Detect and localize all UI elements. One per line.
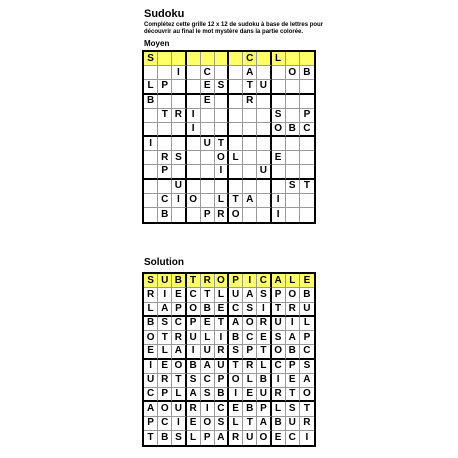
puzzle-cell[interactable] — [229, 137, 243, 151]
puzzle-cell: P — [158, 165, 172, 179]
puzzle-cell[interactable] — [172, 95, 186, 109]
solution-cell: O — [144, 331, 158, 345]
puzzle-cell: O — [272, 123, 286, 137]
solution-cell: R — [172, 331, 186, 345]
puzzle-cell[interactable] — [144, 208, 158, 222]
solution-cell: B — [215, 388, 229, 402]
solution-cell: U — [187, 331, 201, 345]
solution-cell: B — [286, 345, 300, 359]
solution-cell: L — [286, 274, 300, 288]
solution-cell: A — [172, 345, 186, 359]
solution-cell: O — [229, 374, 243, 388]
solution-cell: C — [286, 431, 300, 445]
solution-cell: S — [243, 303, 257, 317]
puzzle-cell[interactable] — [300, 80, 314, 94]
solution-cell: S — [215, 417, 229, 431]
difficulty-label: Moyen — [144, 39, 170, 48]
puzzle-cell[interactable] — [286, 208, 300, 222]
puzzle-cell: S — [144, 52, 158, 66]
puzzle-cell: C — [201, 66, 215, 80]
puzzle-cell: T — [300, 180, 314, 194]
solution-cell: L — [272, 402, 286, 416]
puzzle-cell[interactable] — [229, 52, 243, 66]
solution-cell: I — [187, 345, 201, 359]
solution-cell: T — [172, 374, 186, 388]
page-title: Sudoku — [144, 8, 185, 20]
solution-cell: R — [286, 303, 300, 317]
puzzle-cell: S — [215, 80, 229, 94]
solution-cell: S — [229, 345, 243, 359]
puzzle-cell[interactable] — [215, 123, 229, 137]
solution-cell: B — [300, 288, 314, 302]
solution-cell: C — [158, 417, 172, 431]
solution-cell: A — [257, 417, 271, 431]
solution-cell: E — [215, 303, 229, 317]
puzzle-cell: R — [243, 95, 257, 109]
solution-cell: C — [215, 402, 229, 416]
puzzle-cell[interactable] — [243, 180, 257, 194]
puzzle-cell[interactable] — [187, 208, 201, 222]
puzzle-cell[interactable] — [257, 137, 271, 151]
solution-cell: P — [300, 331, 314, 345]
solution-cell: S — [158, 317, 172, 331]
solution-cell: U — [172, 402, 186, 416]
puzzle-cell[interactable] — [257, 180, 271, 194]
puzzle-cell[interactable] — [158, 123, 172, 137]
puzzle-cell[interactable] — [257, 123, 271, 137]
puzzle-cell: A — [243, 66, 257, 80]
solution-cell: C — [257, 274, 271, 288]
puzzle-cell[interactable] — [272, 80, 286, 94]
puzzle-cell: P — [158, 80, 172, 94]
puzzle-cell[interactable] — [172, 80, 186, 94]
puzzle-cell[interactable] — [201, 52, 215, 66]
puzzle-cell: L — [144, 80, 158, 94]
puzzle-cell: O — [215, 151, 229, 165]
solution-cell: P — [243, 345, 257, 359]
puzzle-cell[interactable] — [300, 194, 314, 208]
puzzle-cell[interactable] — [243, 137, 257, 151]
puzzle-cell[interactable] — [187, 151, 201, 165]
solution-cell: E — [144, 345, 158, 359]
puzzle-cell[interactable] — [187, 95, 201, 109]
puzzle-cell: I — [172, 194, 186, 208]
solution-cell: U — [272, 317, 286, 331]
puzzle-cell: C — [300, 123, 314, 137]
solution-cell: I — [243, 274, 257, 288]
solution-cell: P — [187, 317, 201, 331]
puzzle-cell: R — [215, 208, 229, 222]
solution-cell: L — [243, 374, 257, 388]
puzzle-cell[interactable] — [286, 95, 300, 109]
solution-cell: I — [286, 317, 300, 331]
puzzle-cell[interactable] — [286, 137, 300, 151]
solution-cell: R — [257, 317, 271, 331]
solution-cell: B — [229, 331, 243, 345]
solution-cell: E — [172, 288, 186, 302]
puzzle-cell[interactable] — [272, 180, 286, 194]
solution-cell: B — [158, 431, 172, 445]
puzzle-cell[interactable] — [300, 137, 314, 151]
solution-cell: T — [300, 402, 314, 416]
puzzle-cell: T — [158, 109, 172, 123]
solution-cell: T — [187, 274, 201, 288]
puzzle-cell[interactable] — [158, 137, 172, 151]
solution-cell: I — [257, 303, 271, 317]
solution-cell: A — [286, 331, 300, 345]
puzzle-cell[interactable] — [229, 123, 243, 137]
solution-cell: T — [272, 303, 286, 317]
solution-cell: O — [172, 360, 186, 374]
solution-cell: B — [144, 317, 158, 331]
solution-cell: C — [201, 374, 215, 388]
puzzle-cell: S — [286, 180, 300, 194]
solution-cell: E — [243, 388, 257, 402]
solution-cell: C — [187, 288, 201, 302]
puzzle-cell[interactable] — [243, 208, 257, 222]
puzzle-cell: T — [243, 80, 257, 94]
solution-cell: P — [172, 303, 186, 317]
solution-cell: A — [272, 274, 286, 288]
solution-cell: I — [201, 402, 215, 416]
solution-cell: T — [201, 288, 215, 302]
puzzle-cell[interactable] — [286, 52, 300, 66]
solution-cell: O — [201, 417, 215, 431]
solution-cell: I — [144, 360, 158, 374]
solution-cell: U — [158, 274, 172, 288]
puzzle-cell: I — [144, 137, 158, 151]
puzzle-cell[interactable] — [172, 137, 186, 151]
solution-cell: C — [144, 388, 158, 402]
puzzle-cell[interactable] — [144, 165, 158, 179]
puzzle-cell: T — [229, 194, 243, 208]
solution-cell: R — [272, 388, 286, 402]
solution-cell: E — [257, 331, 271, 345]
solution-cell: L — [229, 417, 243, 431]
solution-cell: T — [144, 431, 158, 445]
puzzle-cell: L — [272, 52, 286, 66]
puzzle-cell[interactable] — [201, 194, 215, 208]
puzzle-cell: R — [158, 151, 172, 165]
puzzle-cell[interactable] — [257, 95, 271, 109]
puzzle-cell[interactable] — [300, 165, 314, 179]
solution-cell: B — [187, 360, 201, 374]
puzzle-cell: U — [257, 80, 271, 94]
puzzle-cell[interactable] — [144, 194, 158, 208]
puzzle-cell: P — [300, 109, 314, 123]
puzzle-cell: I — [172, 66, 186, 80]
solution-cell: A — [201, 360, 215, 374]
solution-cell: A — [215, 431, 229, 445]
solution-cell: I — [305, 431, 309, 443]
solution-cell: A — [144, 402, 158, 416]
puzzle-cell: O — [187, 194, 201, 208]
puzzle-cell[interactable] — [144, 123, 158, 137]
puzzle-cell[interactable] — [187, 180, 201, 194]
solution-cell: A — [300, 374, 314, 388]
puzzle-cell[interactable] — [286, 165, 300, 179]
solution-cell: T — [158, 331, 172, 345]
puzzle-cell[interactable] — [229, 180, 243, 194]
puzzle-cell[interactable] — [187, 52, 201, 66]
solution-cell: C — [272, 360, 286, 374]
puzzle-cell[interactable] — [257, 208, 271, 222]
puzzle-cell[interactable] — [144, 109, 158, 123]
solution-cell: O — [257, 431, 271, 445]
solution-cell: T — [229, 360, 243, 374]
puzzle-cell: I — [215, 165, 229, 179]
puzzle-cell[interactable] — [158, 95, 172, 109]
puzzle-cell[interactable] — [229, 165, 243, 179]
puzzle-cell: I — [272, 208, 286, 222]
solution-cell: L — [201, 331, 215, 345]
solution-cell: R — [201, 274, 215, 288]
solution-cell: A — [158, 303, 172, 317]
puzzle-cell[interactable] — [257, 194, 271, 208]
puzzle-cell[interactable] — [229, 95, 243, 109]
puzzle-cell: U — [257, 165, 271, 179]
puzzle-cell[interactable] — [286, 109, 300, 123]
solution-cell: C — [229, 303, 243, 317]
puzzle-cell[interactable] — [300, 95, 314, 109]
solution-cell: T — [243, 417, 257, 431]
solution-cell: P — [257, 402, 271, 416]
puzzle-cell[interactable] — [158, 52, 172, 66]
puzzle-cell: L — [215, 194, 229, 208]
puzzle-cell: U — [172, 180, 186, 194]
solution-cell: I — [158, 288, 172, 302]
solution-cell: L — [172, 388, 186, 402]
solution-cell: P — [286, 360, 300, 374]
puzzle-cell[interactable] — [187, 165, 201, 179]
puzzle-cell[interactable] — [172, 52, 186, 66]
instructions-text: Complétez cette grille 12 x 12 de sudoku à base de lettres pour découvrir au final le mot mystère dans la partie colorée. — [144, 22, 324, 35]
puzzle-cell[interactable] — [144, 180, 158, 194]
solution-cell: U — [201, 345, 215, 359]
puzzle-cell: A — [243, 194, 257, 208]
puzzle-cell[interactable] — [144, 151, 158, 165]
puzzle-cell: I — [272, 194, 286, 208]
puzzle-cell[interactable] — [229, 109, 243, 123]
puzzle-cell: I — [187, 109, 201, 123]
solution-cell: P — [215, 374, 229, 388]
puzzle-cell[interactable] — [201, 165, 215, 179]
solution-cell: P — [229, 274, 243, 288]
puzzle-cell: L — [229, 151, 243, 165]
puzzle-cell[interactable] — [243, 109, 257, 123]
puzzle-grid — [142, 50, 316, 224]
puzzle-cell[interactable] — [286, 80, 300, 94]
solution-cell: L — [158, 345, 172, 359]
puzzle-cell[interactable] — [257, 52, 271, 66]
puzzle-cell: R — [172, 109, 186, 123]
puzzle-cell[interactable] — [229, 66, 243, 80]
puzzle-cell[interactable] — [158, 180, 172, 194]
puzzle-cell[interactable] — [272, 165, 286, 179]
puzzle-cell[interactable] — [201, 123, 215, 137]
solution-cell: C — [300, 345, 314, 359]
solution-cell: E — [158, 360, 172, 374]
puzzle-cell[interactable] — [300, 52, 314, 66]
puzzle-cell[interactable] — [158, 66, 172, 80]
solution-cell: S — [286, 402, 300, 416]
solution-cell: O — [300, 388, 314, 402]
puzzle-cell[interactable] — [215, 109, 229, 123]
solution-cell: O — [215, 274, 229, 288]
solution-cell: S — [257, 288, 271, 302]
solution-title: Solution — [144, 257, 184, 268]
solution-cell: R — [243, 360, 257, 374]
puzzle-cell: E — [272, 151, 286, 165]
puzzle-cell[interactable] — [272, 95, 286, 109]
puzzle-cell[interactable] — [243, 123, 257, 137]
puzzle-cell: O — [229, 208, 243, 222]
solution-cell: O — [286, 288, 300, 302]
solution-cell: R — [187, 402, 201, 416]
puzzle-cell: C — [158, 194, 172, 208]
puzzle-cell: T — [215, 137, 229, 151]
solution-cell: R — [144, 288, 158, 302]
puzzle-cell[interactable] — [257, 109, 271, 123]
puzzle-cell[interactable] — [172, 123, 186, 137]
puzzle-cell[interactable] — [229, 80, 243, 94]
solution-cell: U — [215, 360, 229, 374]
puzzle-cell[interactable] — [144, 66, 158, 80]
puzzle-cell: O — [286, 66, 300, 80]
puzzle-cell[interactable] — [257, 151, 271, 165]
solution-cell: E — [272, 431, 286, 445]
solution-cell: U — [243, 431, 257, 445]
puzzle-cell: B — [144, 95, 158, 109]
puzzle-cell[interactable] — [201, 151, 215, 165]
solution-cell: S — [201, 388, 215, 402]
solution-cell: I — [272, 374, 286, 388]
solution-cell: S — [187, 374, 201, 388]
puzzle-cell: E — [201, 95, 215, 109]
solution-cell: U — [257, 388, 271, 402]
solution-cell: O — [243, 317, 257, 331]
puzzle-cell[interactable] — [300, 208, 314, 222]
solution-cell: S — [172, 431, 186, 445]
puzzle-cell[interactable] — [172, 208, 186, 222]
solution-cell: B — [243, 402, 257, 416]
solution-cell: E — [286, 374, 300, 388]
puzzle-cell[interactable] — [300, 151, 314, 165]
solution-cell: B — [272, 417, 286, 431]
solution-cell: L — [144, 303, 158, 317]
puzzle-cell[interactable] — [215, 66, 229, 80]
solution-cell: S — [300, 360, 314, 374]
solution-cell: I — [172, 417, 186, 431]
solution-cell: A — [229, 317, 243, 331]
puzzle-cell[interactable] — [201, 109, 215, 123]
solution-cell: T — [257, 345, 271, 359]
solution-cell: R — [229, 431, 243, 445]
puzzle-cell[interactable] — [187, 137, 201, 151]
solution-cell: A — [243, 288, 257, 302]
puzzle-cell[interactable] — [215, 52, 229, 66]
solution-grid — [142, 272, 316, 447]
puzzle-cell: S — [272, 109, 286, 123]
puzzle-cell: I — [187, 123, 201, 137]
solution-cell: A — [187, 388, 201, 402]
solution-cell: P — [272, 288, 286, 302]
puzzle-cell[interactable] — [286, 194, 300, 208]
solution-cell: R — [215, 345, 229, 359]
solution-cell: B — [257, 374, 271, 388]
puzzle-cell[interactable] — [272, 137, 286, 151]
puzzle-cell[interactable] — [286, 151, 300, 165]
solution-cell: S — [272, 331, 286, 345]
solution-cell: E — [201, 317, 215, 331]
solution-cell: O — [187, 303, 201, 317]
solution-cell: R — [158, 374, 172, 388]
solution-cell: E — [229, 402, 243, 416]
puzzle-cell: C — [243, 52, 257, 66]
puzzle-cell[interactable] — [201, 180, 215, 194]
solution-cell: L — [257, 360, 271, 374]
puzzle-cell[interactable] — [272, 66, 286, 80]
solution-cell: O — [272, 345, 286, 359]
solution-cell: U — [144, 374, 158, 388]
puzzle-cell: U — [201, 137, 215, 151]
puzzle-cell: E — [201, 80, 215, 94]
solution-cell: O — [158, 402, 172, 416]
solution-cell: P — [158, 388, 172, 402]
solution-cell: C — [243, 331, 257, 345]
puzzle-cell[interactable] — [257, 66, 271, 80]
solution-cell: E — [187, 417, 201, 431]
puzzle-cell: B — [286, 123, 300, 137]
puzzle-cell: B — [158, 208, 172, 222]
puzzle-cell: B — [300, 66, 314, 80]
puzzle-cell[interactable] — [243, 165, 257, 179]
puzzle-cell: S — [172, 151, 186, 165]
solution-cell: U — [229, 288, 243, 302]
puzzle-cell[interactable] — [243, 151, 257, 165]
solution-cell: U — [286, 417, 300, 431]
solution-cell: L — [187, 431, 201, 445]
solution-cell: R — [300, 417, 314, 431]
solution-cell: U — [300, 303, 314, 317]
solution-cell: T — [215, 317, 229, 331]
solution-cell: B — [172, 274, 186, 288]
puzzle-cell[interactable] — [187, 80, 201, 94]
solution-cell: I — [229, 388, 243, 402]
solution-cell: T — [286, 388, 300, 402]
solution-cell: C — [172, 317, 186, 331]
puzzle-cell[interactable] — [187, 66, 201, 80]
solution-cell: L — [300, 317, 314, 331]
solution-cell: L — [215, 288, 229, 302]
solution-cell: P — [144, 417, 158, 431]
puzzle-cell: P — [201, 208, 215, 222]
solution-cell: B — [201, 303, 215, 317]
solution-cell: E — [300, 274, 314, 288]
solution-cell: P — [201, 431, 215, 445]
puzzle-cell[interactable] — [215, 95, 229, 109]
puzzle-cell[interactable] — [172, 165, 186, 179]
solution-cell: S — [144, 274, 158, 288]
solution-cell: I — [215, 331, 229, 345]
puzzle-cell[interactable] — [215, 180, 229, 194]
